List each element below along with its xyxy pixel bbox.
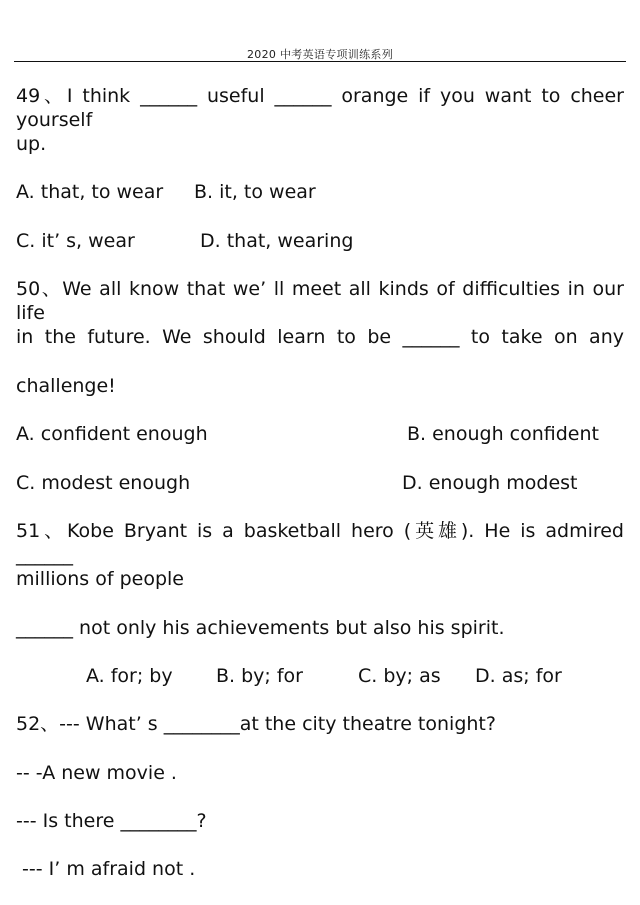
q51-option-a: A. for; by — [86, 665, 173, 687]
q51-stem-line3: ______ not only his achievements but also his spirit. — [16, 617, 505, 639]
q50-option-c: C. modest enough — [16, 472, 191, 494]
q50-stem-line1: 50、We all know that we’ ll meet all kinds of difficulties in our life — [16, 278, 624, 324]
q49-option-b: B. it, to wear — [194, 181, 316, 203]
q50-stem-line2: in the future. We should learn to be ______ to take on any — [16, 326, 624, 348]
q51-stem-line2: millions of people — [16, 568, 184, 590]
q50-stem-line3: challenge! — [16, 375, 116, 397]
q51-option-d: D. as; for — [475, 665, 562, 687]
q51-option-b: B. by; for — [216, 665, 303, 687]
q49-option-a: A. that, to wear — [16, 181, 164, 203]
q49-option-d: D. that, wearing — [200, 230, 354, 252]
q49-option-c: C. it’ s, wear — [16, 230, 135, 252]
q50-option-a: A. confident enough — [16, 423, 208, 445]
q51-option-c: C. by; as — [358, 665, 441, 687]
header-rule — [14, 61, 626, 62]
page-header: 2020 中考英语专项训练系列 — [247, 48, 393, 61]
q49-stem-line1: 49、I think ______ useful ______ orange if you want to cheer yourself — [16, 85, 624, 131]
q52-line2: -- -A new movie . — [16, 762, 177, 784]
q51-stem-line1: 51、Kobe Bryant is a basketball hero (英雄). He is admired ______ — [16, 520, 624, 566]
q52-line3: --- Is there ________? — [16, 810, 207, 832]
q50-option-b: B. enough confident — [407, 423, 599, 445]
q52-line4: --- I’ m afraid not . — [16, 858, 196, 880]
q50-option-d: D. enough modest — [402, 472, 578, 494]
q52-line1: 52、--- What’ s ________at the city theatre tonight? — [16, 713, 496, 735]
q49-stem-line2: up. — [16, 133, 47, 155]
